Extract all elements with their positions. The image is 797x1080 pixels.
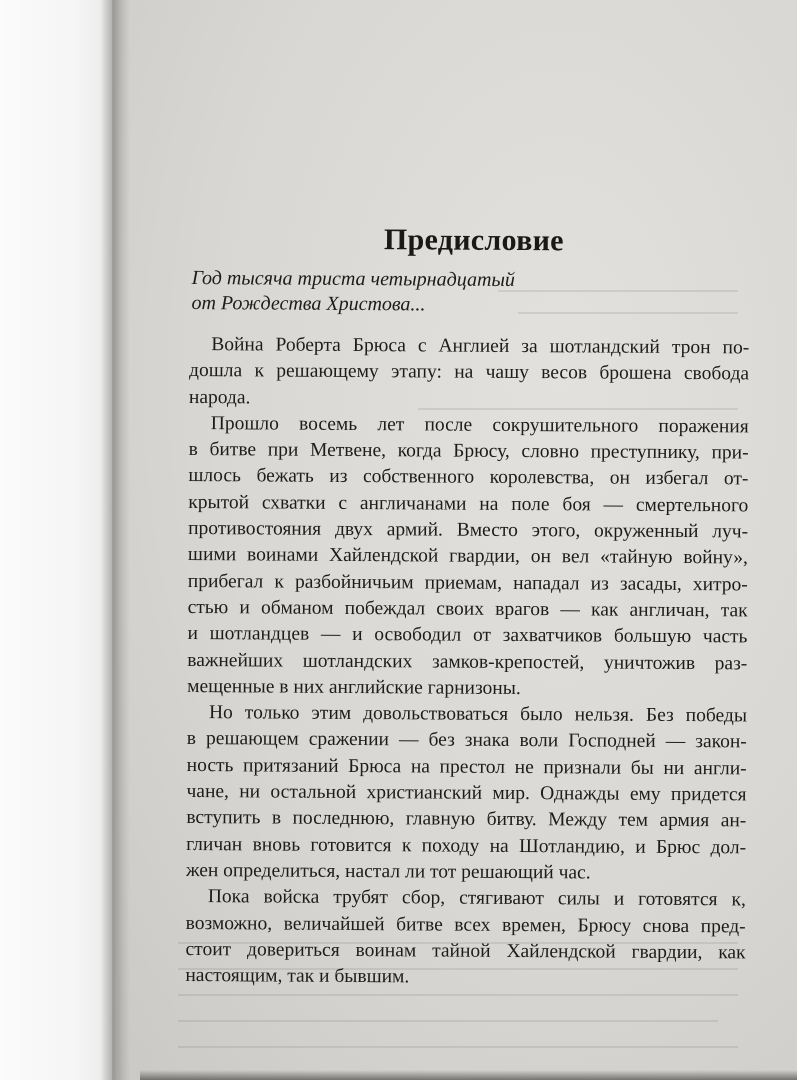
bleed-through-line (178, 994, 738, 996)
text-line: шими воинами Хайлендской гвардии, он вел «тайную войну», (187, 544, 749, 569)
text-line: стоит довериться воинам тайной Хайлендской гвардии, как (185, 938, 746, 964)
text-line: жен определиться, настал ли тот решающий час. (185, 859, 591, 884)
text-line: вступить в последнюю, главную битву. Между тем армия ан- (186, 807, 747, 832)
text-line: Прошло восемь лет после сокрушительного поражения (210, 413, 749, 438)
text-line: в битве при Метвене, когда Брюсу, словно преступнику, при- (188, 439, 749, 464)
text-line: гличан вновь готовится к походу на Шотландию, и Брюс дол- (186, 833, 747, 859)
body-text (185, 332, 749, 993)
text-line: противостояния двух армий. Вместо этого, окруженный луч- (188, 518, 749, 543)
text-line: дошла к решающему этапу: на чашу весов брошена свобода (189, 360, 750, 385)
epigraph (189, 266, 749, 319)
page-title: Предисловие (383, 223, 564, 258)
book-page (118, 0, 797, 1080)
text-line: чане, ни остальной христианский мир. Однажды ему придется (186, 781, 747, 806)
text-line: возможно, величайшей битве всех времен, Брюсу снова пред- (185, 912, 746, 937)
text-block (185, 222, 750, 993)
paragraph (187, 411, 749, 704)
page-bottom-edge (140, 1070, 797, 1080)
text-line: Пока войска трубят сбор, стягивают силы и готовятся к, (207, 886, 746, 911)
text-line: в решающем сражении — без знака воли Господней — закон- (186, 728, 747, 753)
epigraph-line: от Рождества Христова... (191, 292, 426, 316)
paragraph (189, 332, 749, 414)
text-line: важнейших шотландских замков-крепостей, уничтожив раз- (187, 649, 748, 674)
text-line: Но только этим довольствоваться было нельзя. Без победы (208, 702, 748, 727)
text-line: прибегал к разбойничьим приемам, нападал из засады, хитро- (187, 570, 748, 596)
text-line: стью и обманом побеждал своих врагов — как англичан, так (187, 596, 748, 622)
epigraph-line: Год тысяча триста четырнадцатый (191, 267, 516, 291)
text-line: настоящим, так и бывшим. (185, 965, 410, 988)
text-line: народа. (188, 386, 251, 408)
text-line: крытой схватки с англичанами на поле боя — смертельного (188, 491, 749, 517)
left-page-blank (0, 0, 112, 1080)
text-line: ность притязаний Брюса на престол не признали бы ни англи- (186, 754, 747, 780)
text-line: и шотландцев — и освободил от захватчиков большую часть (187, 623, 748, 648)
bleed-through-line (178, 1020, 718, 1022)
paragraph (185, 884, 746, 993)
paragraph (186, 700, 747, 887)
text-line: Война Роберта Брюса с Англией за шотландский трон по- (211, 334, 750, 359)
page-gutter-shadow (100, 0, 130, 1080)
text-line: шлось бежать из собственного королевства, он избегал от- (188, 465, 749, 490)
text-line: мещенные в них английские гарнизоны. (187, 675, 521, 699)
bleed-through-line (178, 1046, 738, 1048)
